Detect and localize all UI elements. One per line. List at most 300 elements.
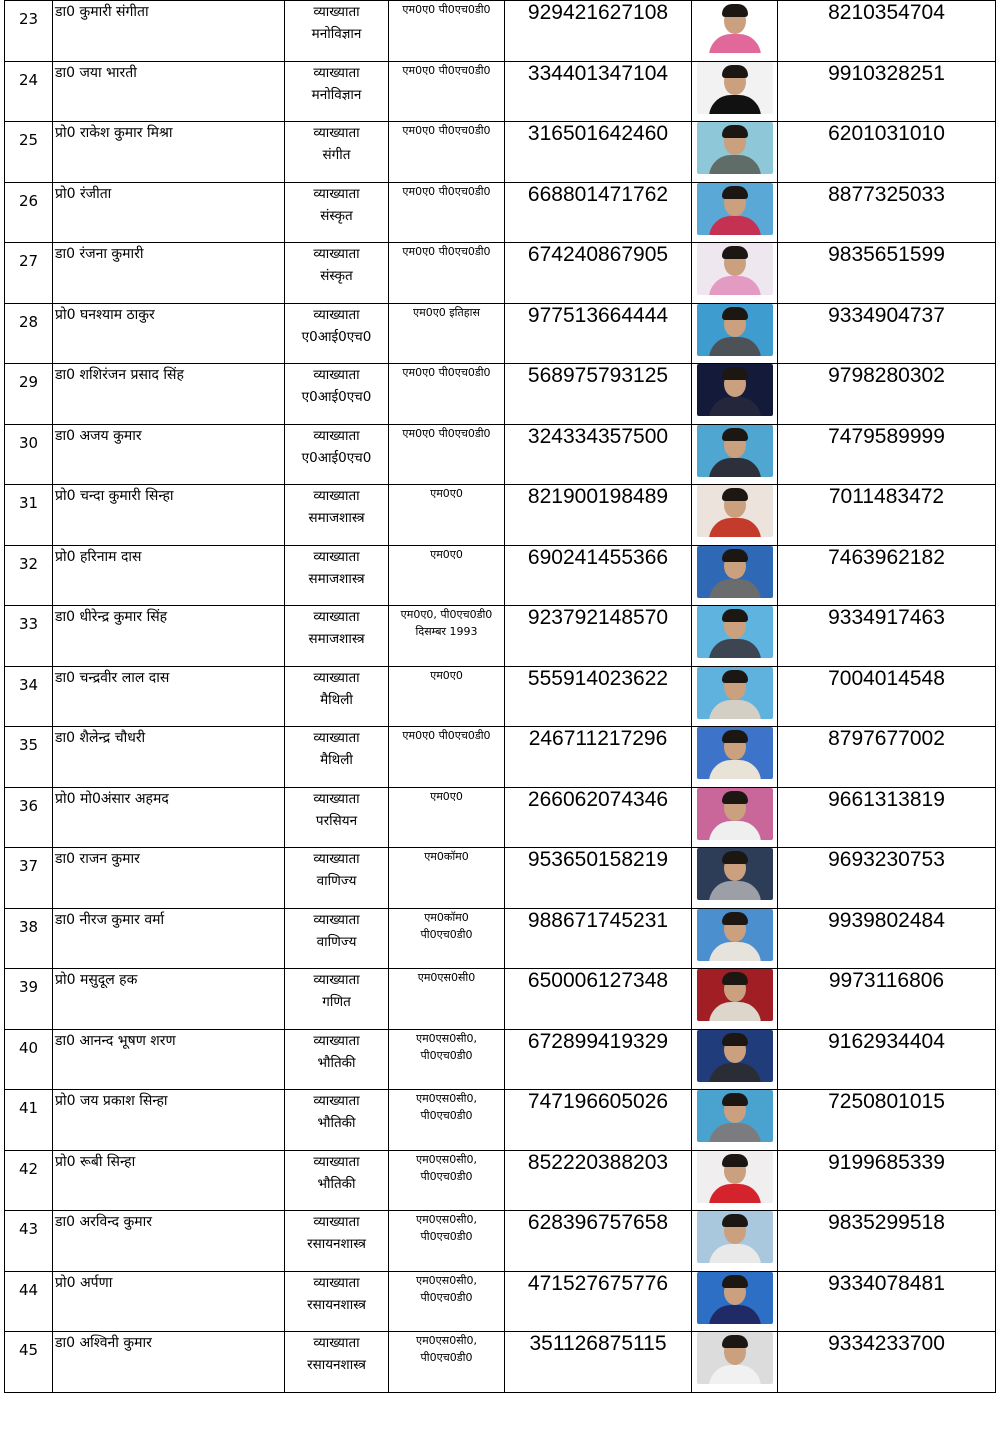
table-row bbox=[5, 1090, 996, 1151]
serial-number: 32 bbox=[18, 554, 39, 573]
table-row bbox=[5, 364, 996, 425]
id-number-cell bbox=[505, 787, 692, 848]
serial-number-cell bbox=[5, 364, 53, 425]
photo-hair bbox=[722, 428, 748, 441]
phone-number: 7011483472 bbox=[828, 485, 945, 508]
photo-cell bbox=[692, 545, 778, 606]
id-number-cell bbox=[505, 1029, 692, 1090]
serial-number-cell bbox=[5, 727, 53, 788]
staff-name: प्रो0 अर्पणा bbox=[55, 1274, 113, 1291]
designation-cell bbox=[285, 1332, 389, 1393]
serial-number-cell bbox=[5, 606, 53, 667]
subject: भौतिकी bbox=[317, 1175, 356, 1192]
id-number: 923792148570 bbox=[527, 606, 669, 629]
staff-name: प्रो0 रंजीता bbox=[55, 185, 112, 202]
name-cell bbox=[53, 424, 285, 485]
staff-name: प्रो0 मो0अंसार अहमद bbox=[55, 790, 169, 807]
photo-body bbox=[709, 34, 761, 53]
staff-name: प्रो0 हरिनाम दास bbox=[55, 548, 142, 565]
table-row bbox=[5, 485, 996, 546]
photo-hair bbox=[722, 246, 748, 259]
name-cell bbox=[53, 243, 285, 304]
qualification-extra: पी0एच0डी0 bbox=[420, 1351, 473, 1364]
photo-hair bbox=[722, 1154, 748, 1167]
photo-body bbox=[709, 639, 761, 658]
subject: गणित bbox=[322, 994, 351, 1010]
id-number-cell bbox=[505, 666, 692, 727]
designation-cell bbox=[285, 1090, 389, 1151]
designation-cell bbox=[285, 364, 389, 425]
name-cell bbox=[53, 1, 285, 62]
staff-name: प्रो0 राकेश कुमार मिश्रा bbox=[55, 125, 173, 141]
name-cell bbox=[53, 1090, 285, 1151]
photo-body bbox=[709, 1002, 761, 1021]
name-cell bbox=[53, 969, 285, 1030]
photo-hair bbox=[722, 609, 748, 622]
phone-cell bbox=[778, 969, 996, 1030]
photo-cell bbox=[692, 485, 778, 546]
designation-cell bbox=[285, 1211, 389, 1272]
qualification-cell bbox=[389, 727, 505, 788]
photo-body bbox=[709, 700, 761, 719]
subject: समाजशास्त्र bbox=[308, 570, 365, 587]
serial-number: 29 bbox=[18, 373, 39, 391]
phone-cell bbox=[778, 303, 996, 364]
serial-number: 24 bbox=[18, 70, 39, 89]
qualification-cell bbox=[389, 666, 505, 727]
name-cell bbox=[53, 848, 285, 909]
photo-hair bbox=[722, 972, 748, 985]
photo-hair bbox=[722, 488, 748, 501]
photo-body bbox=[709, 337, 761, 356]
id-number-cell bbox=[505, 1211, 692, 1272]
photo-body bbox=[709, 881, 761, 900]
qualification-extra: पी0एच0डी0 bbox=[420, 1290, 473, 1304]
serial-number: 40 bbox=[18, 1038, 39, 1057]
qualification: एम0ए0 पी0एच0डी0 bbox=[402, 245, 491, 258]
photo-body bbox=[709, 1184, 761, 1203]
name-cell bbox=[53, 1332, 285, 1393]
id-number-cell bbox=[505, 606, 692, 667]
id-number: 690241455366 bbox=[527, 545, 669, 569]
qualification: एम0ए0 पी0एच0डी0 bbox=[402, 426, 491, 440]
designation-cell bbox=[285, 545, 389, 606]
designation-cell bbox=[285, 908, 389, 969]
photo-hair bbox=[722, 65, 748, 78]
subject: वाणिज्य bbox=[316, 933, 357, 950]
phone-cell bbox=[778, 122, 996, 183]
qualification: एम0कॉम0 bbox=[424, 850, 469, 863]
designation: व्याख्याता bbox=[313, 548, 360, 565]
phone-cell bbox=[778, 1, 996, 62]
photo-hair bbox=[722, 912, 748, 925]
phone-number: 9798280302 bbox=[828, 364, 945, 387]
staff-name: डा0 जया भारती bbox=[55, 64, 137, 81]
phone-cell bbox=[778, 424, 996, 485]
qualification: एम0एस0सी0, bbox=[416, 1152, 477, 1166]
table-row bbox=[5, 1029, 996, 1090]
photo-icon bbox=[697, 1151, 773, 1203]
qualification: एम0एस0सी0, bbox=[416, 1213, 477, 1226]
id-number-cell bbox=[505, 364, 692, 425]
designation-cell bbox=[285, 666, 389, 727]
name-cell bbox=[53, 364, 285, 425]
qualification-cell bbox=[389, 364, 505, 425]
photo-body bbox=[709, 397, 761, 416]
designation: व्याख्याता bbox=[313, 972, 360, 988]
photo-body bbox=[709, 1123, 761, 1142]
serial-number: 36 bbox=[18, 796, 39, 815]
phone-number: 9334904737 bbox=[828, 303, 945, 327]
serial-number: 44 bbox=[18, 1280, 39, 1299]
designation: व्याख्याता bbox=[313, 64, 360, 81]
phone-cell bbox=[778, 545, 996, 606]
name-cell bbox=[53, 1150, 285, 1211]
table-row bbox=[5, 666, 996, 727]
designation-cell bbox=[285, 787, 389, 848]
photo-body bbox=[709, 579, 761, 598]
photo-cell bbox=[692, 303, 778, 364]
subject: संगीत bbox=[322, 147, 351, 163]
subject: मैथिली bbox=[320, 752, 353, 768]
phone-cell bbox=[778, 1090, 996, 1151]
designation-cell bbox=[285, 182, 389, 243]
designation-cell bbox=[285, 122, 389, 183]
photo-cell bbox=[692, 908, 778, 969]
id-number-cell bbox=[505, 61, 692, 122]
staff-name: डा0 अरविन्द कुमार bbox=[55, 1214, 152, 1230]
qualification-cell bbox=[389, 969, 505, 1030]
subject: समाजशास्त्र bbox=[308, 510, 365, 526]
qualification: एम0ए0 इतिहास bbox=[413, 305, 480, 319]
photo-hair bbox=[722, 125, 748, 138]
table-row bbox=[5, 303, 996, 364]
designation: व्याख्याता bbox=[313, 790, 360, 807]
photo-icon bbox=[697, 546, 773, 598]
photo-cell bbox=[692, 727, 778, 788]
qualification-extra: पी0एच0डी0 bbox=[420, 1109, 473, 1122]
serial-number: 45 bbox=[18, 1341, 39, 1359]
qualification: एम0ए0 पी0एच0डी0 bbox=[402, 63, 491, 77]
id-number: 674240867905 bbox=[527, 243, 669, 266]
table-row bbox=[5, 848, 996, 909]
photo-icon bbox=[697, 122, 773, 174]
photo-icon bbox=[697, 606, 773, 658]
designation: व्याख्याता bbox=[313, 669, 360, 686]
name-cell bbox=[53, 1211, 285, 1272]
table-row bbox=[5, 1, 996, 62]
staff-table bbox=[4, 0, 996, 1393]
subject: रसायनशास्त्र bbox=[307, 1296, 366, 1313]
designation-cell bbox=[285, 61, 389, 122]
id-number: 246711217296 bbox=[528, 727, 668, 750]
table-row bbox=[5, 61, 996, 122]
designation-cell bbox=[285, 606, 389, 667]
id-number: 334401347104 bbox=[527, 61, 669, 85]
serial-number-cell bbox=[5, 1211, 53, 1272]
photo-hair bbox=[722, 851, 748, 864]
photo-cell bbox=[692, 1150, 778, 1211]
qualification-cell bbox=[389, 182, 505, 243]
photo-cell bbox=[692, 1332, 778, 1393]
table-row bbox=[5, 787, 996, 848]
qualification-cell bbox=[389, 61, 505, 122]
serial-number-cell bbox=[5, 1, 53, 62]
phone-cell bbox=[778, 908, 996, 969]
subject: ए0आई0एच0 bbox=[301, 389, 372, 405]
phone-cell bbox=[778, 727, 996, 788]
phone-number: 9334233700 bbox=[828, 1332, 945, 1355]
phone-cell bbox=[778, 666, 996, 727]
table-row bbox=[5, 1271, 996, 1332]
serial-number: 34 bbox=[18, 675, 39, 694]
designation-cell bbox=[285, 243, 389, 304]
id-number: 852220388203 bbox=[527, 1150, 669, 1174]
serial-number: 28 bbox=[18, 312, 39, 331]
qualification-cell bbox=[389, 1332, 505, 1393]
qualification-cell bbox=[389, 908, 505, 969]
photo-body bbox=[709, 1063, 761, 1082]
phone-number: 7479589999 bbox=[828, 424, 945, 448]
designation-cell bbox=[285, 424, 389, 485]
id-number-cell bbox=[505, 727, 692, 788]
photo-hair bbox=[722, 307, 748, 320]
serial-number-cell bbox=[5, 1332, 53, 1393]
id-number: 668801471762 bbox=[527, 182, 669, 206]
serial-number: 31 bbox=[18, 494, 39, 512]
photo-hair bbox=[722, 791, 748, 804]
photo-body bbox=[709, 942, 761, 961]
designation: व्याख्याता bbox=[313, 367, 360, 383]
phone-cell bbox=[778, 848, 996, 909]
serial-number: 38 bbox=[18, 917, 39, 936]
staff-name: डा0 राजन कुमार bbox=[55, 851, 140, 867]
phone-cell bbox=[778, 485, 996, 546]
subject: ए0आई0एच0 bbox=[301, 328, 372, 345]
table-row bbox=[5, 424, 996, 485]
phone-cell bbox=[778, 1332, 996, 1393]
photo-cell bbox=[692, 1211, 778, 1272]
id-number-cell bbox=[505, 1271, 692, 1332]
id-number: 628396757658 bbox=[527, 1211, 669, 1234]
id-number: 471527675776 bbox=[527, 1271, 669, 1295]
table-row bbox=[5, 1150, 996, 1211]
photo-hair bbox=[722, 1033, 748, 1046]
phone-number: 9835651599 bbox=[828, 243, 945, 266]
photo-cell bbox=[692, 424, 778, 485]
phone-number: 8877325033 bbox=[828, 182, 945, 206]
subject: समाजशास्त्र bbox=[308, 631, 365, 647]
photo-hair bbox=[722, 1275, 748, 1288]
serial-number-cell bbox=[5, 182, 53, 243]
id-number: 953650158219 bbox=[527, 848, 669, 871]
qualification-extra: पी0एच0डी0 bbox=[420, 927, 473, 941]
staff-name: डा0 आनन्द भूषण शरण bbox=[55, 1032, 176, 1049]
photo-icon bbox=[697, 788, 773, 840]
serial-number-cell bbox=[5, 666, 53, 727]
photo-cell bbox=[692, 1, 778, 62]
designation: व्याख्याता bbox=[313, 1032, 360, 1049]
phone-cell bbox=[778, 61, 996, 122]
designation-cell bbox=[285, 848, 389, 909]
phone-cell bbox=[778, 1211, 996, 1272]
photo-icon bbox=[697, 183, 773, 235]
name-cell bbox=[53, 485, 285, 546]
photo-icon bbox=[697, 909, 773, 961]
serial-number: 37 bbox=[18, 857, 39, 875]
staff-name: डा0 नीरज कुमार वर्मा bbox=[55, 911, 165, 928]
name-cell bbox=[53, 908, 285, 969]
phone-cell bbox=[778, 1271, 996, 1332]
photo-body bbox=[709, 95, 761, 114]
staff-name: डा0 शैलेन्द्र चौधरी bbox=[55, 730, 146, 746]
name-cell bbox=[53, 1271, 285, 1332]
id-number-cell bbox=[505, 1090, 692, 1151]
qualification-extra: पी0एच0डी0 bbox=[420, 1048, 473, 1062]
serial-number-cell bbox=[5, 61, 53, 122]
photo-icon bbox=[697, 1030, 773, 1082]
designation: व्याख्याता bbox=[313, 488, 360, 504]
serial-number: 43 bbox=[18, 1220, 39, 1238]
photo-body bbox=[709, 276, 761, 295]
staff-name: प्रो0 चन्दा कुमारी सिन्हा bbox=[55, 488, 174, 504]
phone-number: 9939802484 bbox=[828, 908, 945, 932]
table-row bbox=[5, 908, 996, 969]
id-number-cell bbox=[505, 908, 692, 969]
qualification-extra: दिसम्बर 1993 bbox=[415, 625, 478, 638]
subject: ए0आई0एच0 bbox=[301, 449, 372, 466]
serial-number-cell bbox=[5, 848, 53, 909]
table-row bbox=[5, 969, 996, 1030]
qualification: एम0ए0 bbox=[430, 547, 463, 561]
phone-cell bbox=[778, 1029, 996, 1090]
id-number-cell bbox=[505, 424, 692, 485]
staff-name: डा0 शशिरंजन प्रसाद सिंह bbox=[55, 367, 184, 383]
id-number: 324334357500 bbox=[527, 424, 669, 448]
phone-cell bbox=[778, 606, 996, 667]
phone-number: 9162934404 bbox=[828, 1029, 945, 1053]
designation-cell bbox=[285, 969, 389, 1030]
photo-icon bbox=[697, 1090, 773, 1142]
photo-icon bbox=[697, 667, 773, 719]
name-cell bbox=[53, 727, 285, 788]
id-number: 821900198489 bbox=[527, 485, 669, 508]
name-cell bbox=[53, 61, 285, 122]
photo-body bbox=[709, 518, 761, 537]
designation: व्याख्याता bbox=[313, 911, 360, 928]
phone-number: 8797677002 bbox=[828, 727, 945, 750]
designation-cell bbox=[285, 1029, 389, 1090]
id-number-cell bbox=[505, 545, 692, 606]
staff-name: डा0 धीरेन्द्र कुमार सिंह bbox=[55, 609, 168, 625]
serial-number: 42 bbox=[18, 1159, 39, 1178]
qualification-cell bbox=[389, 1090, 505, 1151]
qualification-cell bbox=[389, 787, 505, 848]
designation-cell bbox=[285, 727, 389, 788]
phone-cell bbox=[778, 364, 996, 425]
qualification-extra: पी0एच0डी0 bbox=[420, 1169, 473, 1183]
photo-cell bbox=[692, 182, 778, 243]
designation: व्याख्याता bbox=[313, 185, 360, 202]
serial-number-cell bbox=[5, 908, 53, 969]
table-row bbox=[5, 1211, 996, 1272]
phone-cell bbox=[778, 1150, 996, 1211]
phone-cell bbox=[778, 182, 996, 243]
id-number-cell bbox=[505, 485, 692, 546]
qualification-cell bbox=[389, 1029, 505, 1090]
table-row bbox=[5, 182, 996, 243]
photo-hair bbox=[722, 1093, 748, 1106]
staff-name: प्रो0 घनश्याम ठाकुर bbox=[55, 306, 155, 323]
designation-cell bbox=[285, 485, 389, 546]
photo-body bbox=[709, 760, 761, 779]
phone-number: 7004014548 bbox=[828, 666, 945, 690]
phone-number: 9199685339 bbox=[828, 1150, 945, 1174]
id-number: 929421627108 bbox=[527, 1, 669, 24]
phone-number: 9693230753 bbox=[828, 848, 945, 871]
id-number-cell bbox=[505, 303, 692, 364]
qualification: एम0एस0सी0, bbox=[416, 1031, 477, 1045]
designation-cell bbox=[285, 1, 389, 62]
phone-cell bbox=[778, 243, 996, 304]
photo-icon bbox=[697, 969, 773, 1021]
photo-body bbox=[709, 216, 761, 235]
id-number-cell bbox=[505, 243, 692, 304]
serial-number: 33 bbox=[18, 615, 39, 633]
qualification: एम0ए0 पी0एच0डी0 bbox=[402, 729, 491, 742]
serial-number-cell bbox=[5, 1029, 53, 1090]
photo-hair bbox=[722, 670, 748, 683]
subject: संस्कृत bbox=[320, 268, 353, 284]
subject: मनोविज्ञान bbox=[311, 86, 362, 103]
serial-number: 30 bbox=[18, 433, 39, 452]
phone-number: 7250801015 bbox=[828, 1090, 945, 1113]
designation: व्याख्याता bbox=[313, 730, 360, 746]
photo-body bbox=[709, 155, 761, 174]
table-row bbox=[5, 545, 996, 606]
subject: संस्कृत bbox=[320, 207, 353, 224]
staff-name: डा0 अजय कुमार bbox=[55, 427, 142, 444]
id-number-cell bbox=[505, 182, 692, 243]
photo-icon bbox=[697, 62, 773, 114]
qualification: एम0ए0 पी0एच0डी0 bbox=[402, 124, 491, 137]
name-cell bbox=[53, 787, 285, 848]
subject: भौतिकी bbox=[317, 1115, 356, 1131]
photo-cell bbox=[692, 969, 778, 1030]
subject: मनोविज्ञान bbox=[311, 26, 362, 42]
id-number-cell bbox=[505, 1, 692, 62]
serial-number: 25 bbox=[18, 131, 39, 149]
name-cell bbox=[53, 122, 285, 183]
phone-number: 6201031010 bbox=[828, 122, 945, 145]
qualification: एम0ए0 bbox=[430, 789, 463, 803]
photo-hair bbox=[722, 1214, 748, 1227]
qualification: एम0एस0सी0 bbox=[417, 971, 476, 984]
table-row bbox=[5, 727, 996, 788]
photo-hair bbox=[722, 186, 748, 199]
staff-name: प्रो0 मसुदूल हक bbox=[55, 972, 138, 988]
id-number: 351126875115 bbox=[529, 1332, 667, 1355]
id-number: 672899419329 bbox=[527, 1029, 669, 1053]
qualification: एम0ए0, पी0एच0डी0 bbox=[400, 608, 493, 621]
phone-number: 9835299518 bbox=[828, 1211, 945, 1234]
serial-number-cell bbox=[5, 424, 53, 485]
serial-number: 39 bbox=[18, 978, 39, 996]
subject: रसायनशास्त्र bbox=[307, 1357, 366, 1373]
photo-icon bbox=[697, 1, 773, 53]
photo-cell bbox=[692, 243, 778, 304]
photo-icon bbox=[697, 727, 773, 779]
